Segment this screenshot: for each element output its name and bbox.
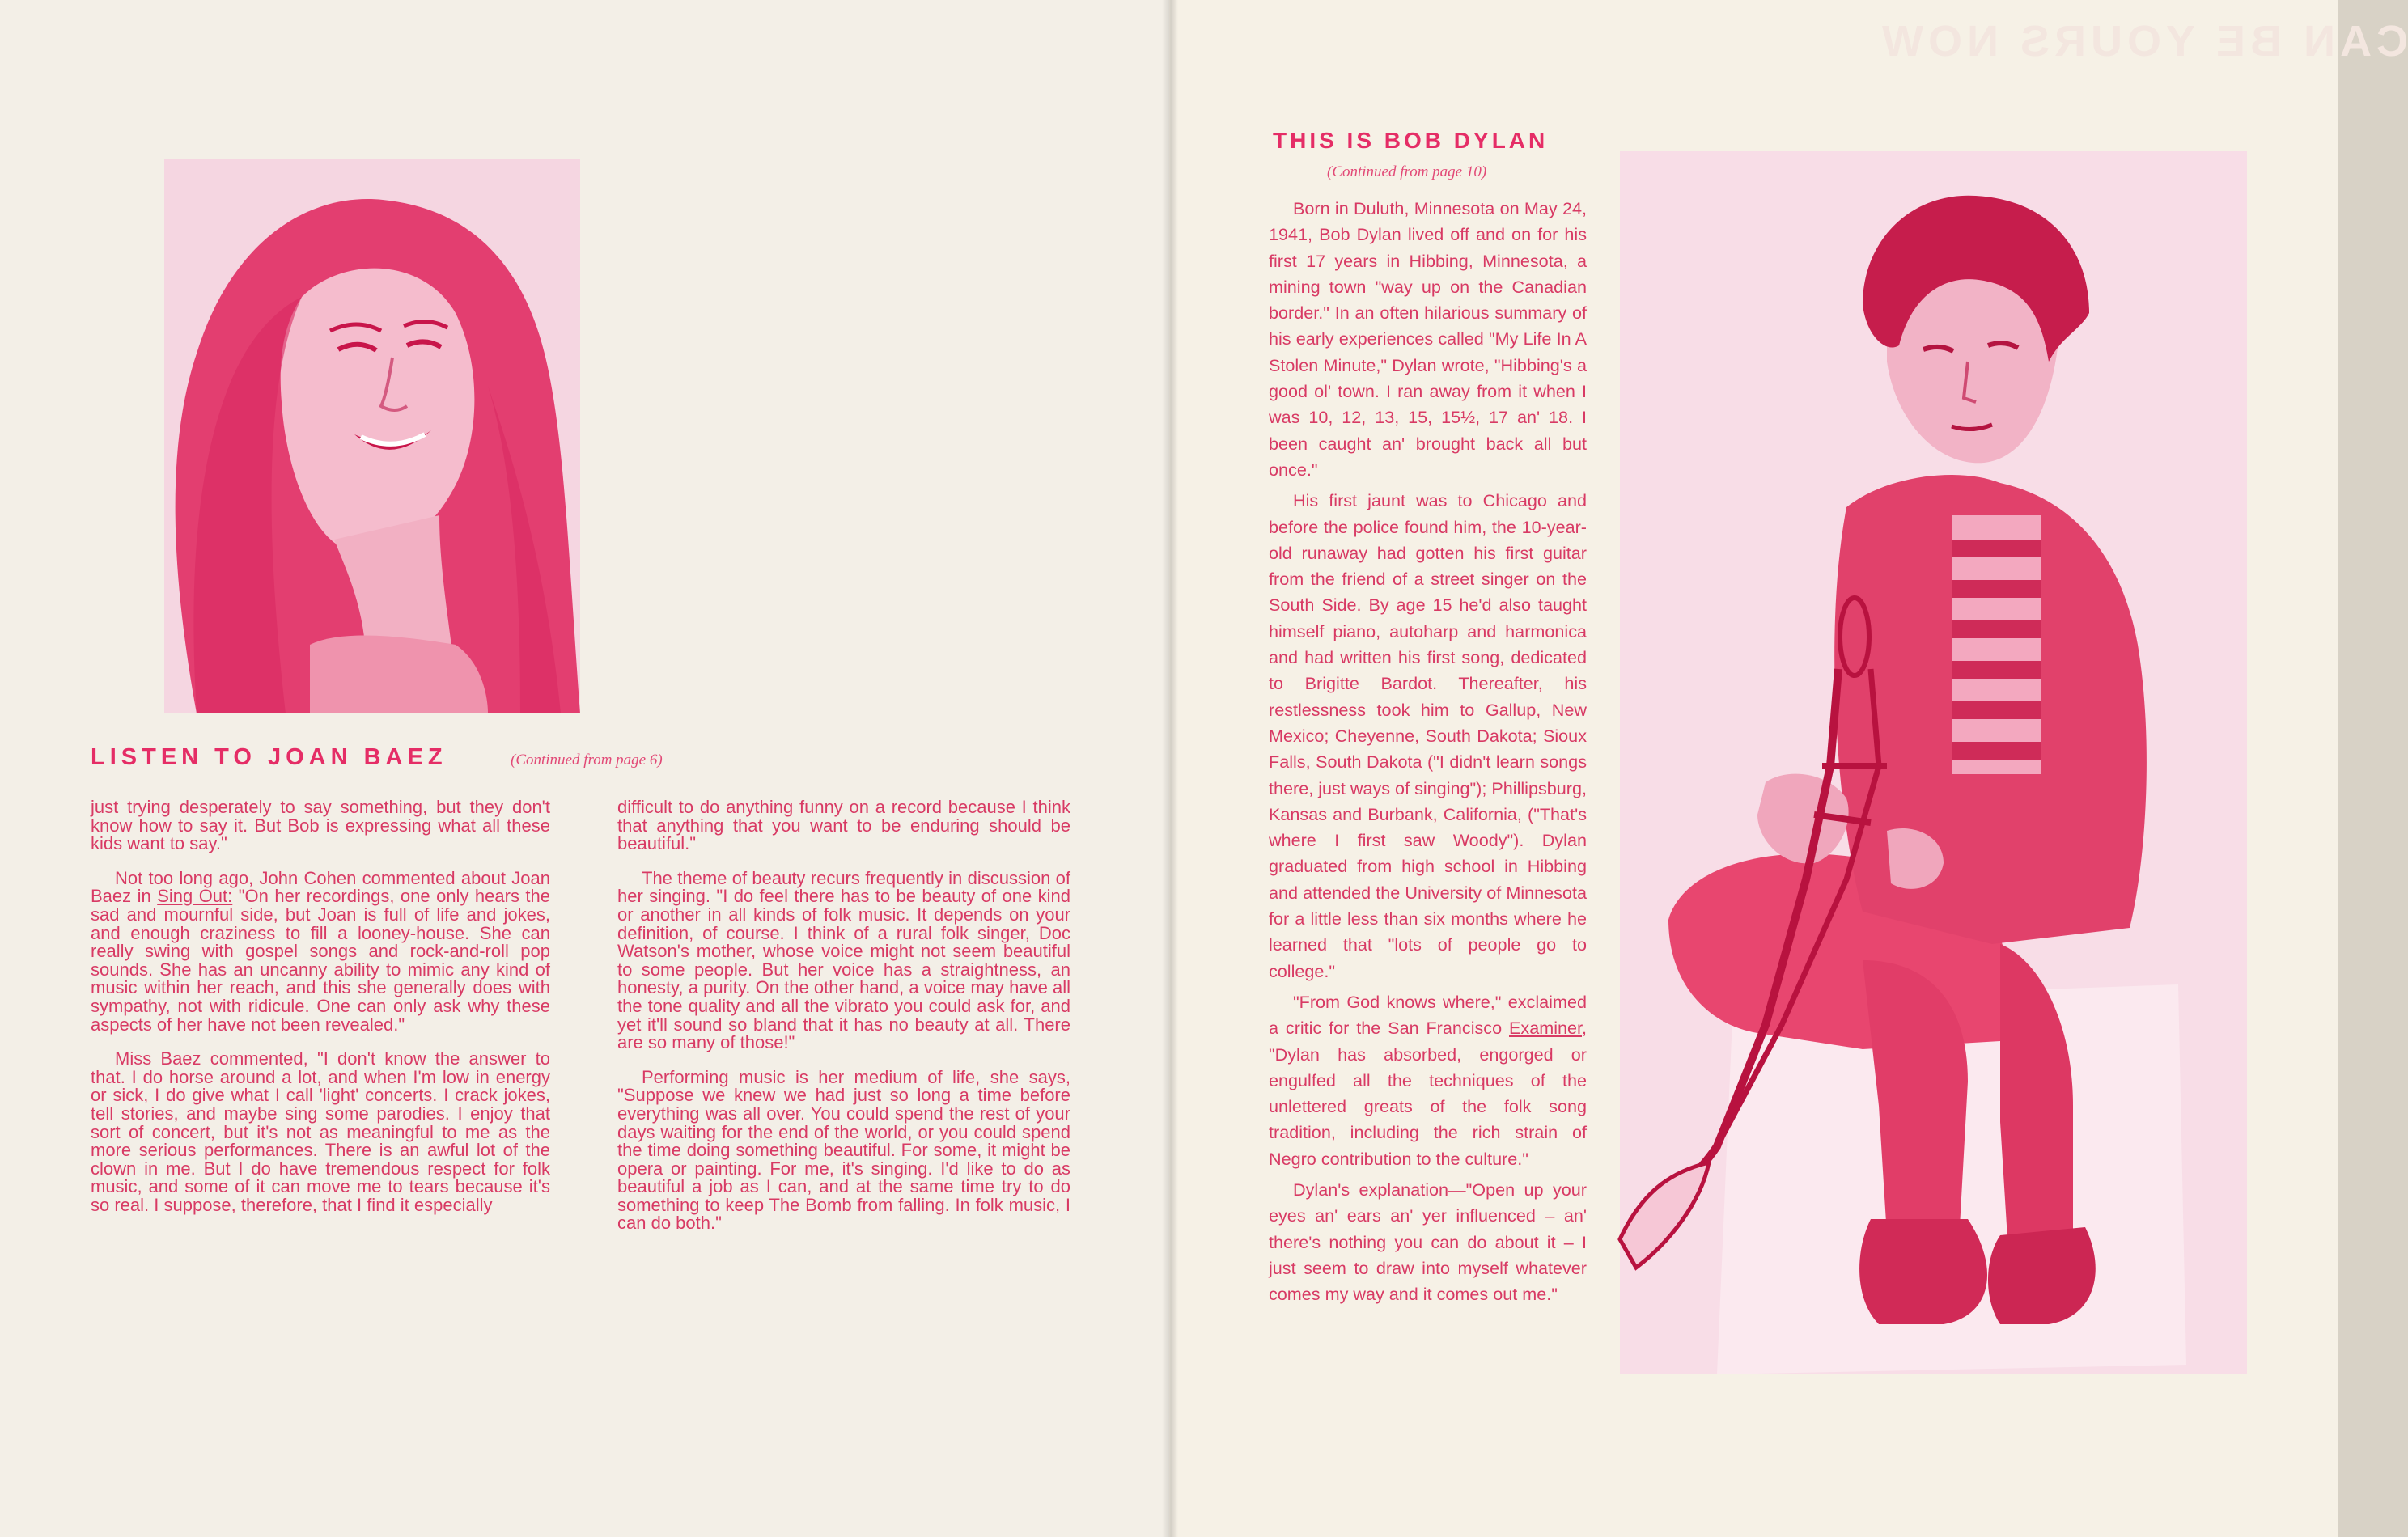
bob-dylan-photo <box>1620 151 2247 1374</box>
baez-col2-paragraph: Performing music is her medium of life, she says, "Suppose we knew we had just so long a time before everything was all over. You could spend the rest of your days waiting for the end of the world, or you could spend the time doing something beautiful. For some, it might be opera or painting. For me, it's singing. I'd like to do as beautiful a job as I can, and at the same time try to do something to keep The Bomb from falling. In folk music, I can do both." <box>617 1066 1070 1234</box>
dylan-p3-text: "From God knows where," exclaimed a critic for the San Francisco <box>1269 991 1587 1039</box>
baez-col2-paragraph: difficult to do anything funny on a record because I think that anything that you want to be enduring should be beautiful." <box>617 797 1070 854</box>
joan-baez-photo <box>164 159 580 713</box>
page-gutter <box>1162 0 1178 1537</box>
baez-col1-paragraph: just trying desperately to say something, but they don't know how to say it. But Bob is expressing what all these kids want to say." <box>91 797 550 854</box>
examiner-title: Examiner <box>1509 1018 1583 1039</box>
baez-continued-note: (Continued from page 6) <box>511 752 663 768</box>
baez-col1-paragraph <box>91 867 550 1035</box>
dylan-column <box>1269 196 1587 1312</box>
baez-col1-paragraph: Miss Baez commented, "I don't know the answer to that. I do horse around a lot, and when I'm low in energy or sick, I do give what I call 'light' concerts. I crack jokes, tell stories, and maybe sing some parodies. I enjoy that sort of concert, but it's not as meaningful to me as the more serious performances. There is an awful lot of the clown in me. But I do have tremendous respect for folk music, and some of it can move me to tears because it's so real. I suppose, therefore, that I find it especially <box>91 1048 550 1215</box>
bleed-through-text: CAN BE YOURS NOW <box>1877 17 2408 66</box>
baez-col1-text: Not too long ago, John Cohen commented about Joan Baez in <box>91 867 550 907</box>
dylan-paragraph: Dylan's explanation—"Open up your eyes an' ears an' yer influenced – an' there's nothing you can do about it – I just seem to draw into myself whatever comes my way and it comes out me." <box>1269 1179 1587 1305</box>
dylan-paragraph: Born in Duluth, Minnesota on May 24, 1941, Bob Dylan lived off and on for his first 17 years in Hibbing, Minnesota, a mining town "way up on the Canadian border." In an often hilarious summary of his early experiences called "My Life In A Stolen Minute," Dylan wrote, "Hibbing's a good ol' town. I ran away from it when I was 10, 12, 13, 15, 15½, 17 an' 18. I been caught an' brought back all but once." <box>1269 198 1587 480</box>
baez-col1-text: "On her recordings, one only hears the sad and mournful side, but Joan is full of life and jokes, and enough craziness to fill a looney-house. She can really swing with gospel songs and rock-and-roll pop sounds. She has an uncanny ability to mimic any kind of music within her reach, and this she generally does with sympathy, not with ridicule. One can only ask why these aspects of her have not been revealed." <box>91 886 550 1035</box>
baez-column-1 <box>91 798 550 1230</box>
baez-headline: LISTEN TO JOAN BAEZ <box>91 744 447 770</box>
dylan-paragraph <box>1269 989 1587 1172</box>
baez-column-2 <box>617 798 1070 1249</box>
dylan-p3-text: , "Dylan has absorbed, engorged or engulfed all the techniques of the unlettered greats of the folk song tradition, including the rich strain of Negro contribution to the culture." <box>1269 1018 1588 1169</box>
dylan-paragraph: His first jaunt was to Chicago and before the police found him, the 10-year-old runaway had gotten his first guitar from the friend of a street singer on the South Side. By age 15 he'd also taught himself piano, autoharp and harmonica and had written his first song, dedicated to Brigitte Bardot. Thereafter, his restlessness took him to Gallup, New Mexico; Cheyenne, South Dakota; Sioux Falls, South Dakota ("I didn't learn songs there, just ways of singing"); Phillipsburg, Kansas and Burbank, California, ("That's where I first saw Woody"). Dylan graduated from high school in Hibbing and attended the University of Minnesota for a little less than six months where he learned that "lots of people go to college." <box>1269 490 1587 981</box>
left-page <box>0 0 1169 1537</box>
baez-col2-paragraph: The theme of beauty recurs frequently in discussion of her singing. "I do feel there has to be beauty of one kind or another in all kinds of folk music. It depends on your definition, of course. I think of a rural folk singer, Doc Watson's mother, whose voice might not seem beautiful to some people. But her voice has a straightness, an honesty, a purity. On the other hand, a voice may have all the tone quality and all the vibrato you could ask for, and yet it'll sound so bland that it has no beauty at all. There are so many of those!" <box>617 867 1070 1053</box>
dylan-continued-note: (Continued from page 10) <box>1327 163 1487 180</box>
dylan-headline: THIS IS BOB DYLAN <box>1273 128 1549 153</box>
sing-out-title: Sing Out: <box>157 886 233 907</box>
